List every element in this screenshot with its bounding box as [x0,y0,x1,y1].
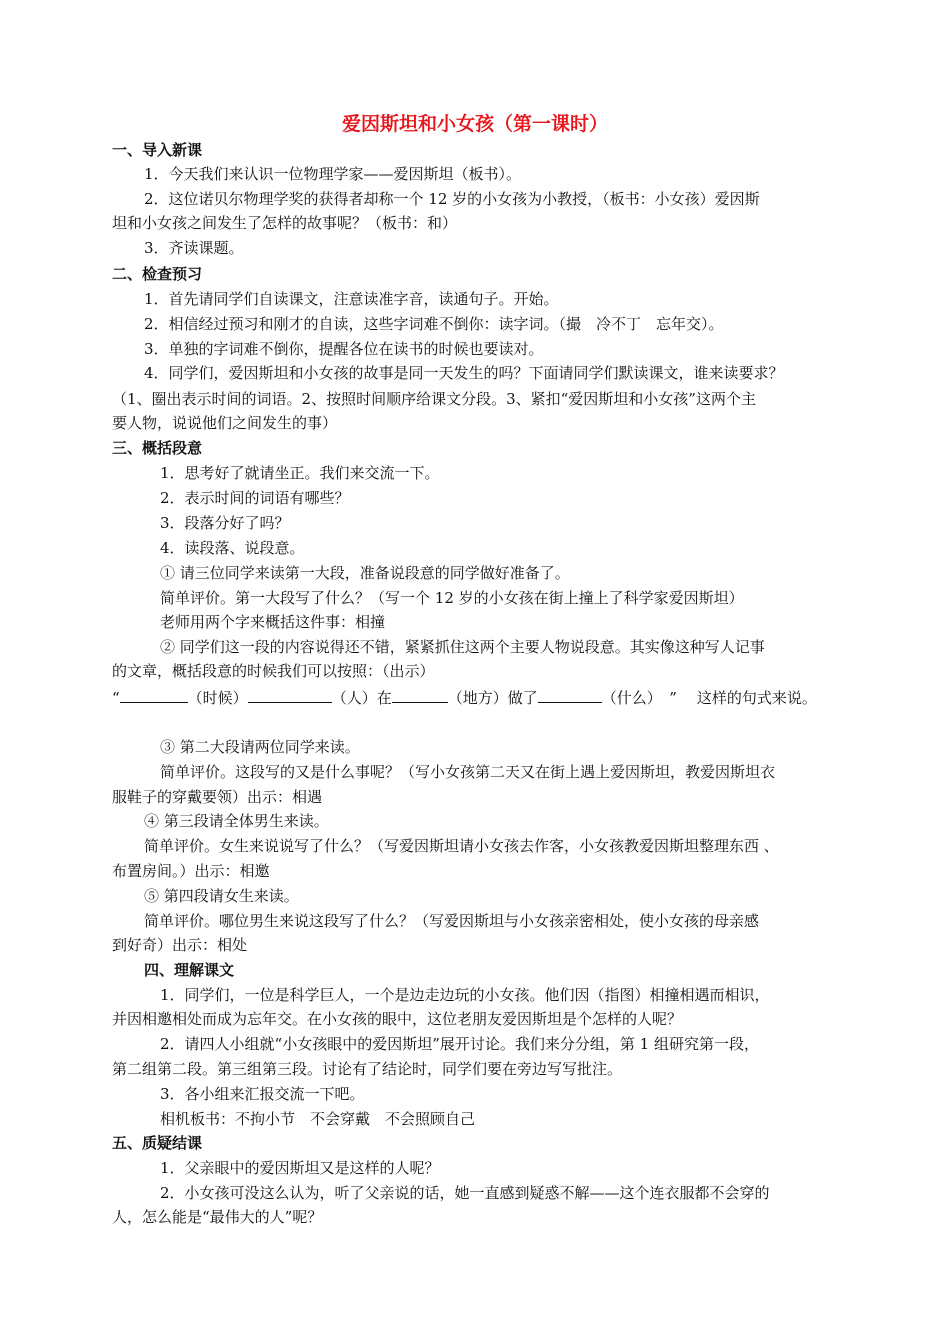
paragraph-line: 简单评价。这段写的又是什么事呢？（写小女孩第二天又在街上遇上爱因斯坦，教爱因斯坦衣 [160,763,776,781]
paragraph-line: ① 请三位同学来读第一大段，准备说段意的同学做好准备了。 [160,564,570,582]
paragraph-line: 1．首先请同学们自读课文，注意读准字音，读通句子。开始。 [144,290,559,308]
pattern-what: （什么） ” [601,689,677,707]
fill-blank [248,688,332,703]
paragraph-line: 简单评价。哪位男生来说这段写了什么？（写爱因斯坦与小女孩亲密相处，使小女孩的母亲感 [144,912,760,930]
paragraph-line: 2．请四人小组就“小女孩眼中的爱因斯坦”展开讨论。我们来分分组，第 1 组研究第一段， [160,1035,759,1053]
paragraph-line: ③ 第二大段请两位同学来读。 [160,738,360,756]
paragraph-line: 3．段落分好了吗？ [160,514,290,532]
pattern-open-quote: “ [112,689,120,707]
sentence-pattern [112,688,817,708]
pattern-person: （人）在 [331,689,392,707]
pattern-place: （地方）做了 [447,689,538,707]
paragraph-line: 1．思考好了就请坐正。我们来交流一下。 [160,464,440,482]
paragraph-line: 1．同学们，一位是科学巨人，一个是边走边玩的小女孩。他们因（指图）相撞相遇而相识， [160,986,770,1004]
paragraph-line: 服鞋子的穿戴要领）出示：相遇 [112,788,323,806]
paragraph-line: ② 同学们这一段的内容说得还不错，紧紧抓住这两个主要人物说段意。其实像这种写人记事 [160,638,765,656]
paragraph-line: 的文章，概括段意的时候我们可以按照：（出示） [112,662,435,680]
paragraph-line: 并因相邀相处而成为忘年交。在小女孩的眼中，这位老朋友爱因斯坦是个怎样的人呢？ [112,1010,683,1028]
paragraph-line: 3．各小组来汇报交流一下吧。 [160,1085,365,1103]
document-title: 爱因斯坦和小女孩（第一课时） [341,113,608,135]
paragraph-line: 2．相信经过预习和刚才的自读，这些字词难不倒你：读字词。（撮 冷不丁 忘年交）。 [144,315,724,333]
section-heading-preview: 二、检查预习 [112,265,203,283]
pattern-tail: 这样的句式来说。 [696,689,817,707]
fill-blank [538,688,602,703]
paragraph-line: 1．父亲眼中的爱因斯坦又是这样的人呢？ [160,1159,440,1177]
paragraph-line: （1、圈出表示时间的词语。2、按照时间顺序给课文分段。3、紧扣“爱因斯坦和小女孩”这两个主 [112,390,756,408]
paragraph-line: 3．单独的字词难不倒你，提醒各位在读书的时候也要读对。 [144,340,544,358]
paragraph-line: 第二组第二段。第三组第三段。讨论有了结论时，同学们要在旁边写写批注。 [112,1060,623,1078]
paragraph-line: 2．这位诺贝尔物理学奖的获得者却称一个 12 岁的小女孩为小教授，（板书：小女孩）爱因斯 [144,190,760,208]
fill-blank [392,688,448,703]
paragraph-line: 简单评价。第一大段写了什么？（写一个 12 岁的小女孩在街上撞上了科学家爱因斯坦） [160,589,744,607]
section-heading-understand: 四、理解课文 [144,961,235,979]
paragraph-line: 老师用两个字来概括这件事：相撞 [160,613,386,631]
paragraph-line: 简单评价。女生来说说写了什么？（写爱因斯坦请小女孩去作客，小女孩教爱因斯坦整理东西 、 [144,837,779,855]
section-heading-intro: 一、导入新课 [112,141,203,159]
paragraph-line: 人，怎么能是“最伟大的人”呢？ [112,1208,323,1226]
paragraph-line: ⑤ 第四段请女生来读。 [144,887,299,905]
paragraph-line: 1．今天我们来认识一位物理学家——爱因斯坦（板书）。 [144,165,522,183]
section-heading-summary: 三、概括段意 [112,439,203,457]
paragraph-line: 要人物，说说他们之间发生的事） [112,414,338,432]
pattern-time: （时候） [187,689,248,707]
paragraph-line: 2．表示时间的词语有哪些？ [160,489,350,507]
paragraph-line: 相机板书：不拘小节 不会穿戴 不会照顾自己 [160,1110,476,1128]
paragraph-line: 到好奇）出示：相处 [112,936,248,954]
paragraph-line: 坦和小女孩之间发生了怎样的故事呢？（板书：和） [112,214,458,232]
fill-blank [120,688,188,703]
section-heading-conclude: 五、质疑结课 [112,1134,203,1152]
paragraph-line: 布置房间。）出示：相邀 [112,862,270,880]
paragraph-line: 4．同学们，爱因斯坦和小女孩的故事是同一天发生的吗？下面请同学们默读课文，谁来读要求？ [144,364,784,382]
paragraph-line: 4．读段落、说段意。 [160,539,305,557]
paragraph-line: 2．小女孩可没这么认为，听了父亲说的话，她一直感到疑惑不解——这个连衣服都不会穿的 [160,1184,770,1202]
paragraph-line: ④ 第三段请全体男生来读。 [144,812,329,830]
paragraph-line: 3．齐读课题。 [144,239,244,257]
